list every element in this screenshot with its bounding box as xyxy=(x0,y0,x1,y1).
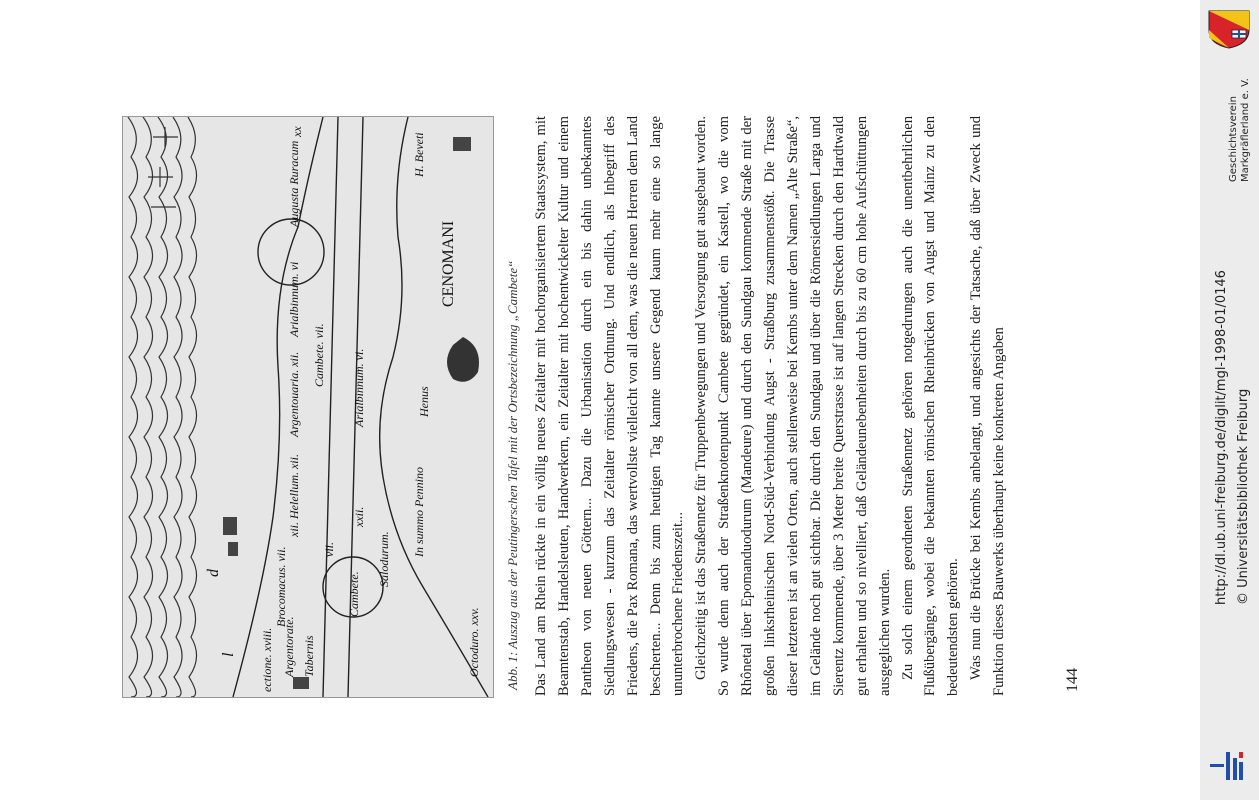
society-crest-icon xyxy=(1206,8,1252,50)
map-label-d: d xyxy=(205,569,222,577)
library-copyright: © Universitätsbibliothek Freiburg xyxy=(1236,388,1251,605)
map-label-argentorate: Argentorate. xyxy=(282,616,296,677)
map-label-xx: xx xyxy=(290,126,304,137)
map-label-salodurum: Salodurum. xyxy=(377,531,391,587)
body-text xyxy=(530,116,1008,696)
map-label-cambete-top: Cambete. vii. xyxy=(312,323,326,387)
society-name-line1: Geschichtsverein xyxy=(1228,96,1239,182)
map-label-ectione: ectione. xviii. xyxy=(260,627,274,692)
map-illustration xyxy=(123,117,493,697)
map-label-xxii: xxii. xyxy=(352,506,366,527)
society-name-line2: Markgräflerland e. V. xyxy=(1240,78,1251,182)
university-library-logo-icon xyxy=(1208,748,1252,784)
paragraph-2: Gleichzeitig ist das Straßennetz für Truppenbewegungen und Versorgung gut ausgebaut worden. So wurde denn auch der Straßenknotenpunkt Cambete gegründet, ein Kastell, wo die vom Rhônetal über Epomanduodurum (Mandeure) und durch den Sundgau kommende Straße mit der großen linksrheinischen Nord-Süd-Verbindung Augst - Straßburg zusammenstößt. Die Trasse dieser letzteren ist an vielen Orten, auch stellenweise bei Kembs unter dem Namen „Alte Straße“, im Gelände noch gut sichtbar. Die durch den Sundgau und über die Römersiedlungen Larga und Sierentz kommende, über 3 Meter breite Querstrasse ist auf langen Strecken durch den Hardtwald gut erhalten und so nivelliert, daß Geländeunebenheiten durch bis zu 60 cm hohe Aufschüttungen ausgeglichen wurden. xyxy=(693,116,893,696)
map-figure xyxy=(122,116,494,698)
map-label-summo: In summo Pennino xyxy=(412,467,426,557)
page-number: 144 xyxy=(1064,668,1081,692)
map-label-vii: vii. xyxy=(322,542,336,557)
map-label-octodoro: Octoduro. xxv. xyxy=(467,607,481,677)
figure-caption: Abb. 1: Auszug aus der Peutingerschen Tafel mit der Ortsbezeichnung „Cambete“ xyxy=(505,260,520,690)
map-label-cenomani: CENOMANI xyxy=(440,220,457,307)
map-label-arialbinnum-mid: Arialbinnum. vi. xyxy=(352,348,366,427)
map-label-l: l xyxy=(220,652,237,657)
paragraph-3: Zu solch einem geordneten Straßennetz gehören notgedrungen auch die unentbehrlichen Flußübergänge, wobei die bekannten römischen Rheinbrücken von Augst und Mainz zu den bedeutendsten gehören. xyxy=(899,116,962,696)
map-label-helellum: xii. Helellum. xii. xyxy=(287,454,301,537)
paragraph-1: Das Land am Rhein rückte in ein völlig neues Zeitalter mit hochorganisiertem Staatssystem, mit Beamtenstab, Handelsleuten, Handwerkern, ein Zeitalter mit hochentwickelter Kultur und einem Pantheon von neuen Göttern... Dazu die Urbanisation durch ein bis dahin unbekanntes Siedlungswesen - kurzum das Zeitalter römischer Ordnung. Und endlich, als Inbegriff des Friedens, die Pax Romana, das wertvollste vielleicht von all dem, was die neuen Herren dem Land bescherten... Denn bis zum heutigen Tag kannte unsere Gegend kaum mehr eine so lange ununterbrochene Friedenszeit... xyxy=(533,116,687,696)
map-label-henus: Henus xyxy=(417,386,431,417)
map-label-brocomagus: Brocomacus. vii. xyxy=(274,546,288,627)
map-label-cambete-circle: Cambete. xyxy=(347,571,361,617)
map-label-arialbinnum-top: Arialbinnum. vi xyxy=(287,261,301,337)
map-label-tabernis: Tabernis xyxy=(302,635,316,677)
source-url-link[interactable]: http://dl.ub.uni-freiburg.de/diglit/mgl-1998-01/0146 xyxy=(1214,270,1229,605)
paragraph-4: Was nun die Brücke bei Kembs anbelangt, und angesichts der Tatsache, daß über Zweck und Funktion dieses Bauwerks überhaupt keine konkreten Angaben xyxy=(968,116,1008,696)
map-label-helvetii: H. Beveti xyxy=(412,132,426,177)
map-label-argentovaria: Argentouaria. xii. xyxy=(287,351,301,437)
map-label-augusta: Augusta Ruracum xyxy=(287,140,301,227)
